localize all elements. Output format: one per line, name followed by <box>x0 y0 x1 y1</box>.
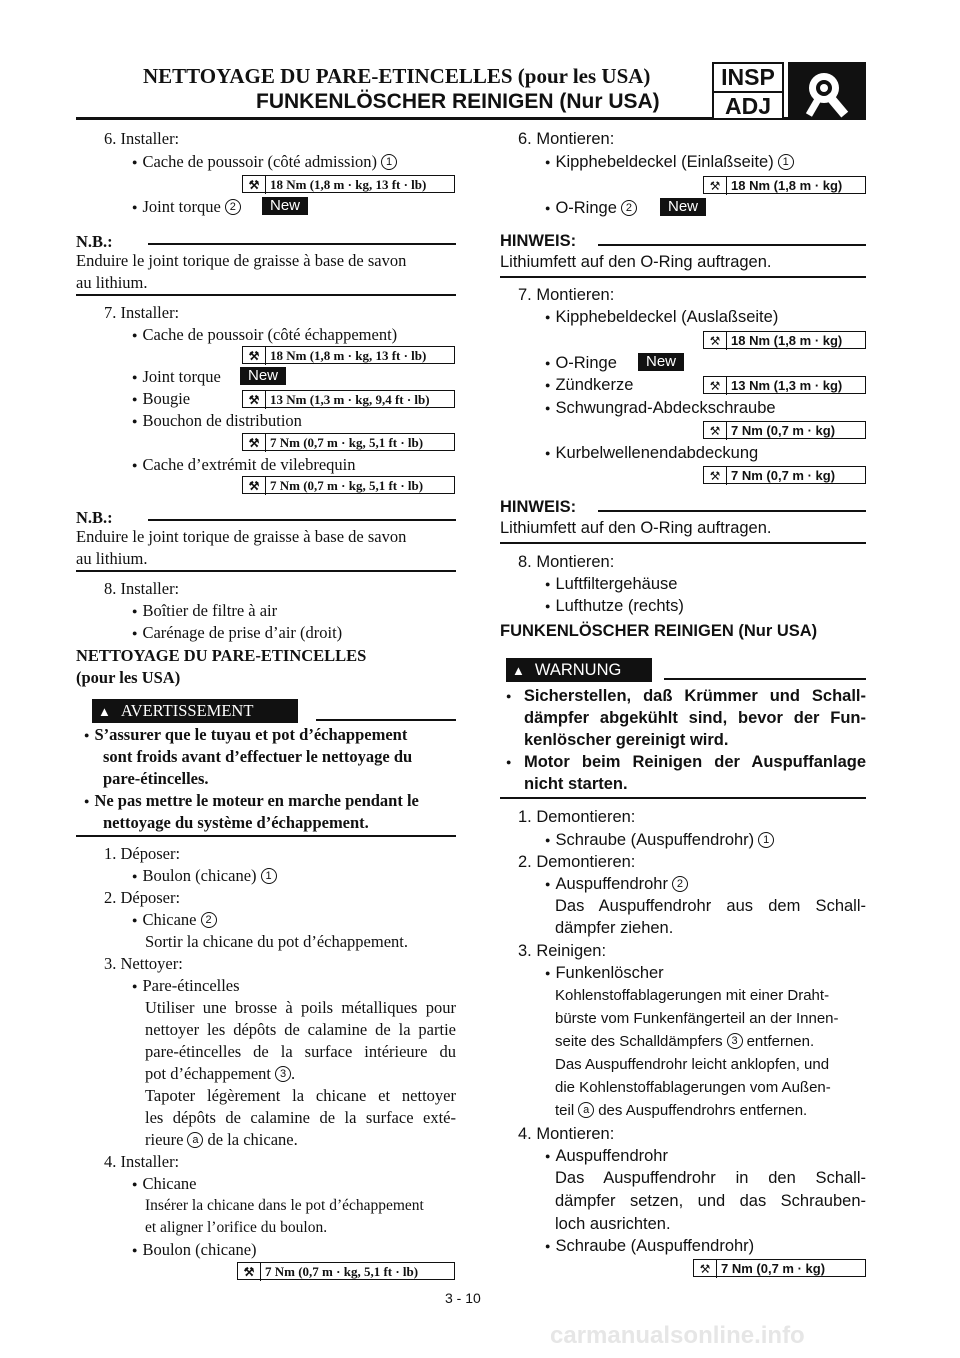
fr-nb2-line2: au lithium. <box>76 549 148 568</box>
de-proc4-note-line2: dämpfer setzen, und das Schrauben- <box>555 1192 866 1210</box>
de-proc3-note-line6a: teil <box>555 1102 575 1119</box>
de-step7-item3: ● Zündkerze <box>545 374 633 398</box>
de-hinweis1-heading: HINWEIS: <box>500 232 577 250</box>
fr-step8-item2: ● Carénage de prise d’air (droit) <box>132 622 342 646</box>
de-proc2-item1-text: Auspuffendrohr <box>555 875 668 893</box>
de-step7-item2: ● O-Ringe <box>545 352 617 376</box>
de-step6-item2-text: O-Ringe <box>555 199 617 217</box>
de-warning-label <box>506 658 652 682</box>
torque-value: 7 Nm (0,7 m · kg, 5,1 ft · lb) <box>270 435 424 450</box>
de-proc4-title: 4. Montieren: <box>518 1125 615 1143</box>
new-badge: New <box>638 353 684 371</box>
fr-proc2-item1-text: Chicane <box>142 910 197 929</box>
fr-step6-title: 6. Installer: <box>104 129 180 148</box>
torque-wrench-icon: ⚒ <box>243 176 266 194</box>
fr-step7-title: 7. Installer: <box>104 303 180 322</box>
de-proc4-note-line3: loch ausrichten. <box>555 1215 671 1233</box>
de-proc3-note-line3b: entfernen. <box>746 1033 815 1050</box>
warning-triangle-icon: ▲ <box>98 704 111 719</box>
de-step7-title: 7. Montieren: <box>518 286 615 304</box>
callout-1: 1 <box>381 154 397 170</box>
fr-proc3-note-line5: Tapoter légèrement la chicane et nettoyer <box>145 1086 456 1105</box>
fr-proc3-note-line2: nettoyer les dépôts de calamine de la partie <box>145 1020 456 1039</box>
hinweis-rule <box>598 244 866 246</box>
callout-1: 1 <box>758 832 774 848</box>
fr-proc3-note-line7 <box>145 1129 298 1151</box>
de-proc1-title: 1. Demontieren: <box>518 808 636 826</box>
fr-warning-item1-line3: pare-étincelles. <box>103 769 209 788</box>
wrench-tool-icon <box>788 62 866 120</box>
de-proc3-note-line1: Kohlenstoffablagerungen mit einer Draht- <box>555 987 830 1004</box>
de-hinweis2-heading: HINWEIS: <box>500 498 577 516</box>
fr-step6-item2 <box>132 196 241 220</box>
fr-step8-item1: ● Boîtier de filtre à air <box>132 600 277 624</box>
torque-wrench-icon: ⚒ <box>704 377 727 395</box>
torque-spec-box <box>703 376 866 394</box>
torque-spec-box <box>242 390 455 408</box>
fr-step7-item5: ● Cache d’extrémit de vilebrequin <box>132 454 355 478</box>
de-proc1-item1 <box>545 829 774 853</box>
torque-spec-box <box>242 476 455 494</box>
fr-step7-item2: ● Joint torque <box>132 366 221 390</box>
fr-step6-item2-text: Joint torque <box>142 197 221 216</box>
de-proc2-note-line1: Das Auspuffendrohr aus dem Schall- <box>555 897 866 915</box>
torque-value: 18 Nm (1,8 m · kg, 13 ft · lb) <box>270 348 427 363</box>
fr-warning-label <box>92 699 298 723</box>
de-proc3-note-line6 <box>555 1100 807 1122</box>
callout-1: 1 <box>261 868 277 884</box>
fr-proc2-item1 <box>132 909 217 933</box>
de-proc3-title: 3. Reinigen: <box>518 942 607 960</box>
fr-step7-item3: ● Bougie <box>132 388 190 412</box>
fr-proc3-note-line7a: rieure <box>145 1130 184 1149</box>
fr-nb1-line1: Enduire le joint torique de graisse à base de savon <box>76 251 407 270</box>
warning-end-rule <box>500 797 866 799</box>
de-proc3-note-line5: die Kohlenstoffablagerungen vom Außen- <box>555 1079 831 1096</box>
fr-step6-item1 <box>132 151 397 175</box>
torque-value: 7 Nm (0,7 m · kg, 5,1 ft · lb) <box>265 1264 419 1279</box>
fr-proc2-note: Sortir la chicane du pot d’échappement. <box>145 932 408 951</box>
de-step7-item1: ● Kipphebeldeckel (Auslaßseite) <box>545 306 778 330</box>
de-proc3-note-line2: bürste vom Funkenfängerteil an der Innen- <box>555 1010 839 1027</box>
fr-nb1-line2: au lithium. <box>76 273 148 292</box>
de-proc1-item1-text: Schraube (Auspuffendrohr) <box>555 831 755 849</box>
de-proc3-item1: ● Funkenlöscher <box>545 962 664 986</box>
fr-warning-item1-line2: sont froids avant d’effectuer le nettoyage du <box>103 747 413 766</box>
fr-warning-item2-line1: ● Ne pas mettre le moteur en marche pendant le <box>84 790 419 814</box>
torque-wrench-icon: ⚒ <box>243 391 266 409</box>
torque-spec-box <box>242 433 455 451</box>
fr-proc3-note-line4-text: pot d’échappement <box>145 1064 271 1083</box>
de-step8-title: 8. Montieren: <box>518 553 615 571</box>
de-warning-item1-line3: kenlöscher gereinigt wird. <box>524 731 729 749</box>
torque-value: 18 Nm (1,8 m · kg) <box>731 178 843 193</box>
fr-proc4-note-line2: et aligner l’orifice du boulon. <box>145 1219 328 1236</box>
torque-wrench-icon: ⚒ <box>243 477 266 495</box>
badge-insp: INSP <box>721 64 775 90</box>
fr-step8-title: 8. Installer: <box>104 579 180 598</box>
new-badge: New <box>262 197 308 215</box>
torque-wrench-icon: ⚒ <box>704 177 727 195</box>
torque-wrench-icon: ⚒ <box>694 1260 717 1278</box>
torque-value: 7 Nm (0,7 m · kg) <box>721 1261 826 1276</box>
watermark: carmanualsonline.info <box>550 1322 805 1349</box>
de-step6-title: 6. Montieren: <box>518 130 615 148</box>
fr-nb2-line1: Enduire le joint torique de graisse à base de savon <box>76 527 407 546</box>
fr-proc4-note-line1: Insérer la chicane dans le pot d’échappement <box>145 1197 424 1214</box>
de-proc4-note-line1: Das Auspuffendrohr in den Schall- <box>555 1169 866 1187</box>
de-proc2-item1 <box>545 873 688 897</box>
fr-proc3-note-line4: pot d’échappement 3 . <box>145 1064 296 1083</box>
torque-spec-box <box>693 1259 866 1277</box>
callout-2: 2 <box>225 199 241 215</box>
callout-a: a <box>578 1102 594 1118</box>
warning-rule <box>664 678 866 680</box>
de-proc2-note-line2: dämpfer ziehen. <box>555 919 674 937</box>
fr-proc3-note-line3: pare-étincelles de la surface intérieure du <box>145 1042 456 1061</box>
de-proc3-note-line3 <box>555 1031 814 1053</box>
de-warning-item1-line1: ● Sicherstellen, daß Krümmer und Schall- <box>506 685 866 709</box>
fr-proc1-item1-text: Boulon (chicane) <box>142 866 257 885</box>
de-proc3-note-line3a: seite des Schalldämpfers <box>555 1033 723 1050</box>
fr-warning-item1-line1: ● S’assurer que le tuyau et pot d’échappement <box>84 724 407 748</box>
fr-proc4-title: 4. Installer: <box>104 1152 180 1171</box>
de-hinweis1-line1: Lithiumfett auf den O-Ring auftragen. <box>500 253 772 271</box>
callout-2: 2 <box>672 876 688 892</box>
callout-a: a <box>187 1132 203 1148</box>
de-section-title: FUNKENLÖSCHER REINIGEN (Nur USA) <box>500 622 818 640</box>
fr-warning-item2-line2: nettoyage du système d’échappement. <box>103 813 369 832</box>
torque-value: 18 Nm (1,8 m · kg, 13 ft · lb) <box>270 177 427 192</box>
nb-rule <box>148 519 456 521</box>
warning-end-rule <box>76 835 456 837</box>
fr-proc1-title: 1. Déposer: <box>104 844 181 863</box>
de-proc4-item1: ● Auspuffendrohr <box>545 1145 668 1169</box>
fr-proc2-title: 2. Déposer: <box>104 888 181 907</box>
fr-nb2-heading: N.B.: <box>76 508 113 527</box>
hinweis-end-rule <box>500 542 866 544</box>
torque-spec-box <box>703 421 866 439</box>
de-step8-item1: ● Luftfiltergehäuse <box>545 573 677 597</box>
de-step6-item1 <box>545 151 794 175</box>
de-step6-item2 <box>545 197 637 221</box>
de-proc4-item2: ● Schraube (Auspuffendrohr) <box>545 1235 754 1259</box>
de-step8-item2: ● Lufthutze (rechts) <box>545 595 684 619</box>
callout-1: 1 <box>778 154 794 170</box>
torque-wrench-icon: ⚒ <box>704 467 727 485</box>
de-warning-item2-line1: ● Motor beim Reinigen der Auspuffanlage <box>506 751 866 775</box>
torque-spec-box <box>237 1262 455 1280</box>
torque-value: 7 Nm (0,7 m · kg) <box>731 468 836 483</box>
de-proc3-note-line4: Das Auspuffendrohr leicht anklopfen, und <box>555 1056 830 1073</box>
callout-2: 2 <box>621 200 637 216</box>
new-badge: New <box>660 198 706 216</box>
callout-3: 3 <box>275 1066 291 1082</box>
fr-proc4-item1: ● Chicane <box>132 1173 197 1197</box>
de-proc2-title: 2. Demontieren: <box>518 853 636 871</box>
de-step7-item5: ● Kurbelwellenendabdeckung <box>545 442 758 466</box>
fr-step7-item1: ● Cache de poussoir (côté échappement) <box>132 324 397 348</box>
torque-value: 13 Nm (1,3 m · kg, 9,4 ft · lb) <box>270 392 430 407</box>
torque-spec-box <box>242 175 455 193</box>
hinweis-end-rule <box>500 276 866 278</box>
torque-wrench-icon: ⚒ <box>704 332 727 350</box>
fr-proc3-note-line1: Utiliser une brosse à poils métalliques pour <box>145 998 456 1017</box>
fr-proc3-item1: ● Pare-étincelles <box>132 975 240 999</box>
de-warning-item1-line2: dämpfer abgekühlt sind, bevor der Fun- <box>524 709 866 727</box>
de-warning-item2-line2: nicht starten. <box>524 775 628 793</box>
fr-section-title-line2: (pour les USA) <box>76 668 181 687</box>
torque-value: 7 Nm (0,7 m · kg) <box>731 423 836 438</box>
fr-nb1-heading: N.B.: <box>76 232 113 251</box>
warning-rule <box>316 719 456 721</box>
torque-wrench-icon: ⚒ <box>243 434 266 452</box>
torque-spec-box <box>703 331 866 349</box>
fr-section-title-line1: NETTOYAGE DU PARE-ETINCELLES <box>76 646 367 665</box>
fr-proc1-item1 <box>132 865 277 889</box>
torque-value: 13 Nm (1,3 m · kg) <box>731 378 843 393</box>
fr-step6-item1-text: Cache de poussoir (côté admission) <box>142 152 378 171</box>
torque-value: 18 Nm (1,8 m · kg) <box>731 333 843 348</box>
torque-wrench-icon: ⚒ <box>704 422 727 440</box>
warning-triangle-icon: ▲ <box>512 663 525 678</box>
de-proc3-note-line6b: des Auspuffendrohrs entfernen. <box>598 1102 808 1119</box>
header-title-fr: NETTOYAGE DU PARE-ETINCELLES (pour les USA) <box>143 64 651 88</box>
torque-spec-box <box>703 466 866 484</box>
de-step6-item1-text: Kipphebeldeckel (Einlaßseite) <box>555 153 774 171</box>
page-number: 3 - 10 <box>445 1290 481 1306</box>
fr-proc3-note-line7b: de la chicane. <box>207 1130 298 1149</box>
torque-wrench-icon: ⚒ <box>243 347 266 365</box>
torque-value: 7 Nm (0,7 m · kg, 5,1 ft · lb) <box>270 478 424 493</box>
torque-spec-box <box>242 346 455 364</box>
nb-end-rule <box>76 294 456 296</box>
de-hinweis2-line1: Lithiumfett auf den O-Ring auftragen. <box>500 519 772 537</box>
header-title-de: FUNKENLÖSCHER REINIGEN (Nur USA) <box>256 90 660 113</box>
fr-step7-item4: ● Bouchon de distribution <box>132 410 302 434</box>
badge-adj: ADJ <box>724 93 771 119</box>
torque-spec-box <box>703 176 866 194</box>
nb-end-rule <box>76 570 456 572</box>
fr-proc3-note-line6: les dépôts de calamine de la surface exté- <box>145 1108 456 1127</box>
insp-adj-badge <box>712 62 784 120</box>
warning-label-text: WARNUNG <box>534 661 622 679</box>
de-step7-item4: ● Schwungrad-Abdeckschraube <box>545 397 776 421</box>
nb-rule <box>148 243 456 245</box>
hinweis-rule <box>598 510 866 512</box>
fr-proc3-title: 3. Nettoyer: <box>104 954 183 973</box>
fr-proc4-item2: ● Boulon (chicane) <box>132 1239 257 1263</box>
torque-wrench-icon: ⚒ <box>238 1263 261 1281</box>
callout-2: 2 <box>201 912 217 928</box>
callout-3: 3 <box>727 1033 743 1049</box>
new-badge: New <box>240 367 286 385</box>
warning-label-text: AVERTISSEMENT <box>120 701 254 720</box>
